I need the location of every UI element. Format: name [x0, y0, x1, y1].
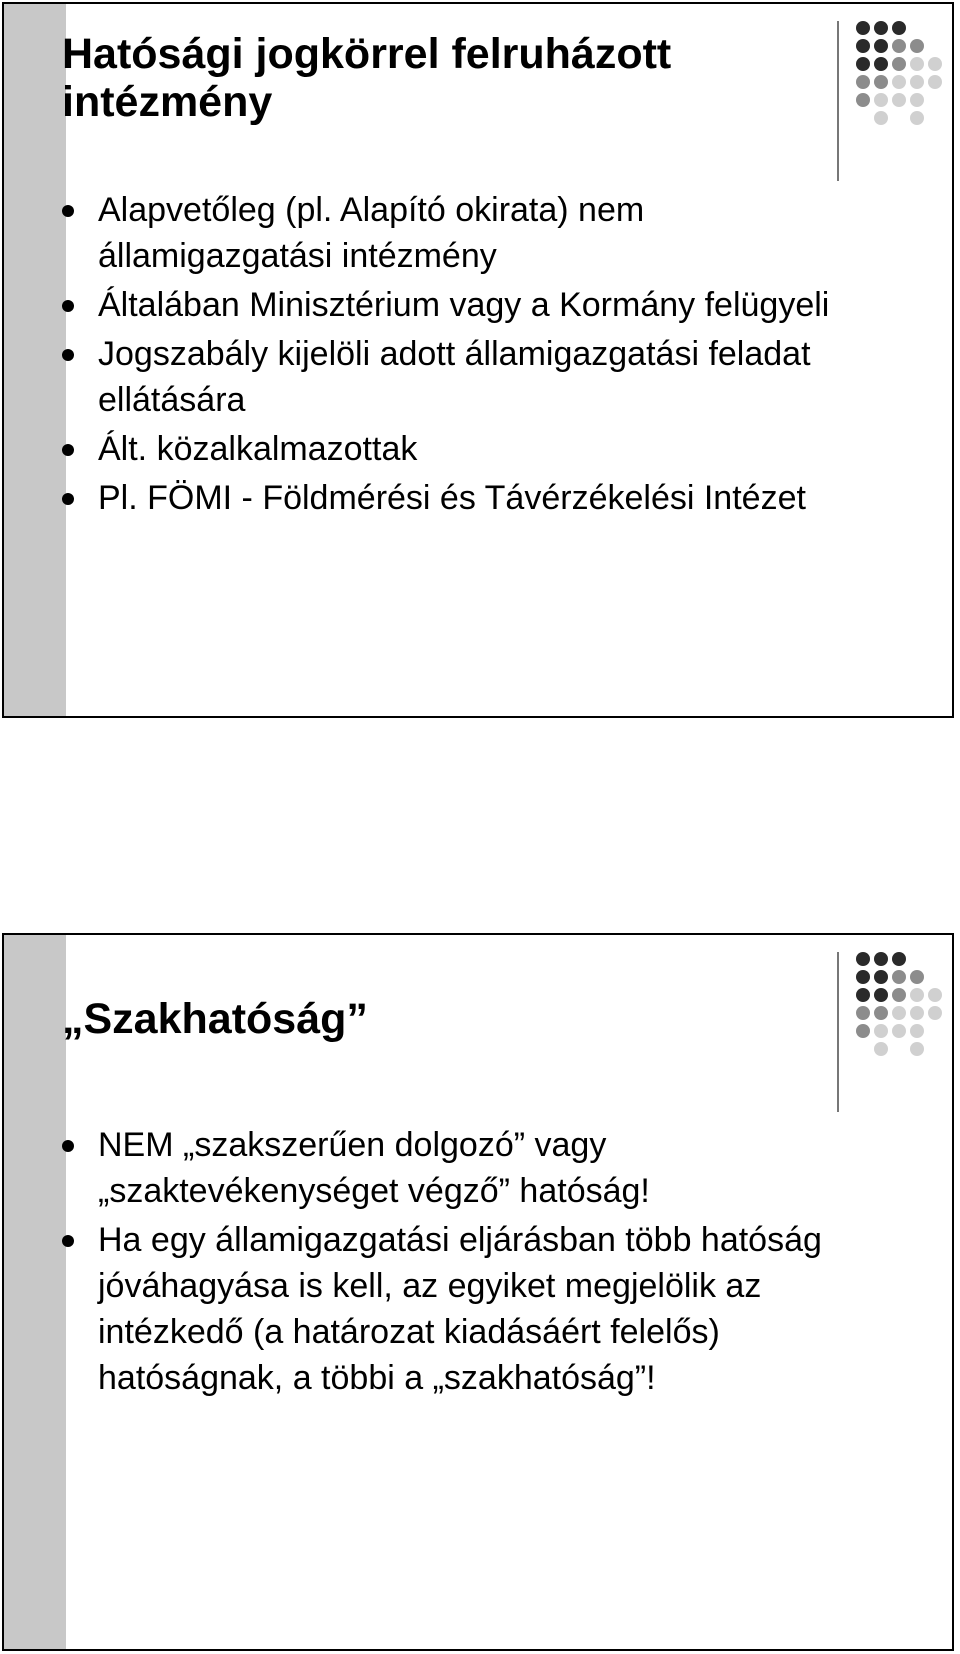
decor-dot: [910, 1006, 924, 1020]
bullet-list: [60, 1122, 850, 1404]
decor-dot: [892, 1024, 906, 1038]
decor-dot: [874, 1006, 888, 1020]
decor-dot: [874, 988, 888, 1002]
decor-dot: [892, 988, 906, 1002]
decor-dot: [910, 111, 924, 125]
decor-dot: [892, 75, 906, 89]
decor-dot: [856, 1006, 870, 1020]
decor-dot: [928, 988, 942, 1002]
slide-side-bar: [4, 935, 66, 1649]
bullet-item: [60, 331, 850, 423]
decor-dot: [892, 970, 906, 984]
bullet-text: Ha egy államigazgatási eljárásban több hatóság jóváhagyása is kell, az egyiket megjelölik az intézkedő (a határozat kiadásáért felelős) hatóságnak, a többi a „szakhatóság”!: [98, 1221, 822, 1397]
bullet-text: NEM „szakszerűen dolgozó” vagy „szaktevékenységet végző” hatóság!: [98, 1126, 650, 1210]
dot-grid-icon: [856, 952, 946, 1092]
decor-dot: [910, 93, 924, 107]
bullet-text: Ált. közalkalmazottak: [98, 430, 418, 468]
decor-dot: [892, 21, 906, 35]
decor-dot: [892, 93, 906, 107]
bullet-text: Pl. FÖMI - Földmérési és Távérzékelési Intézet: [98, 479, 806, 517]
bullet-list: [60, 187, 850, 524]
bullet-text: Jogszabály kijelöli adott államigazgatási feladat ellátására: [98, 335, 811, 419]
decor-dot: [874, 970, 888, 984]
decor-dot: [856, 988, 870, 1002]
decor-dot: [892, 39, 906, 53]
bullet-item: [60, 282, 850, 328]
decor-dot: [910, 57, 924, 71]
decor-dot: [910, 970, 924, 984]
decor-dot: [928, 57, 942, 71]
bullet-item: [60, 187, 850, 279]
decor-dot: [856, 57, 870, 71]
decor-dot: [874, 21, 888, 35]
bullet-dot-icon: [62, 1235, 74, 1247]
slide-2: [2, 933, 954, 1651]
decor-dot: [856, 21, 870, 35]
decor-dot: [874, 952, 888, 966]
slide-title: „Szakhatóság”: [62, 995, 368, 1043]
slide-side-bar: [4, 4, 66, 716]
decor-dot: [892, 1006, 906, 1020]
decor-dot: [856, 75, 870, 89]
decor-dot: [874, 1024, 888, 1038]
decor-dot: [856, 1024, 870, 1038]
bullet-text: Alapvetőleg (pl. Alapító okirata) nem államigazgatási intézmény: [98, 191, 645, 275]
decor-dot: [910, 1024, 924, 1038]
decor-dot: [910, 75, 924, 89]
bullet-item: [60, 1217, 850, 1401]
decor-dot: [856, 952, 870, 966]
dot-grid-icon: [856, 21, 946, 161]
bullet-dot-icon: [62, 444, 74, 456]
bullet-dot-icon: [62, 1140, 74, 1152]
decor-dot: [856, 39, 870, 53]
decor-dot: [874, 93, 888, 107]
decor-dot: [892, 57, 906, 71]
decor-dot: [874, 39, 888, 53]
bullet-dot-icon: [62, 205, 74, 217]
decor-dot: [928, 1006, 942, 1020]
slide-1: [2, 2, 954, 718]
decor-dot: [874, 1042, 888, 1056]
bullet-item: [60, 475, 850, 521]
decor-dot: [874, 111, 888, 125]
bullet-dot-icon: [62, 493, 74, 505]
decor-dot: [892, 952, 906, 966]
slide-divider-line: [837, 21, 839, 181]
decor-dot: [856, 970, 870, 984]
slide-title: Hatósági jogkörrel felruházott intézmény: [62, 30, 672, 126]
decor-dot: [928, 75, 942, 89]
decor-dot: [910, 39, 924, 53]
decor-dot: [874, 57, 888, 71]
decor-dot: [910, 1042, 924, 1056]
bullet-dot-icon: [62, 349, 74, 361]
decor-dot: [874, 75, 888, 89]
bullet-text: Általában Minisztérium vagy a Kormány felügyeli: [98, 286, 830, 324]
bullet-item: [60, 1122, 850, 1214]
decor-dot: [856, 93, 870, 107]
slide-divider-line: [837, 952, 839, 1112]
bullet-item: [60, 426, 850, 472]
bullet-dot-icon: [62, 300, 74, 312]
decor-dot: [910, 988, 924, 1002]
